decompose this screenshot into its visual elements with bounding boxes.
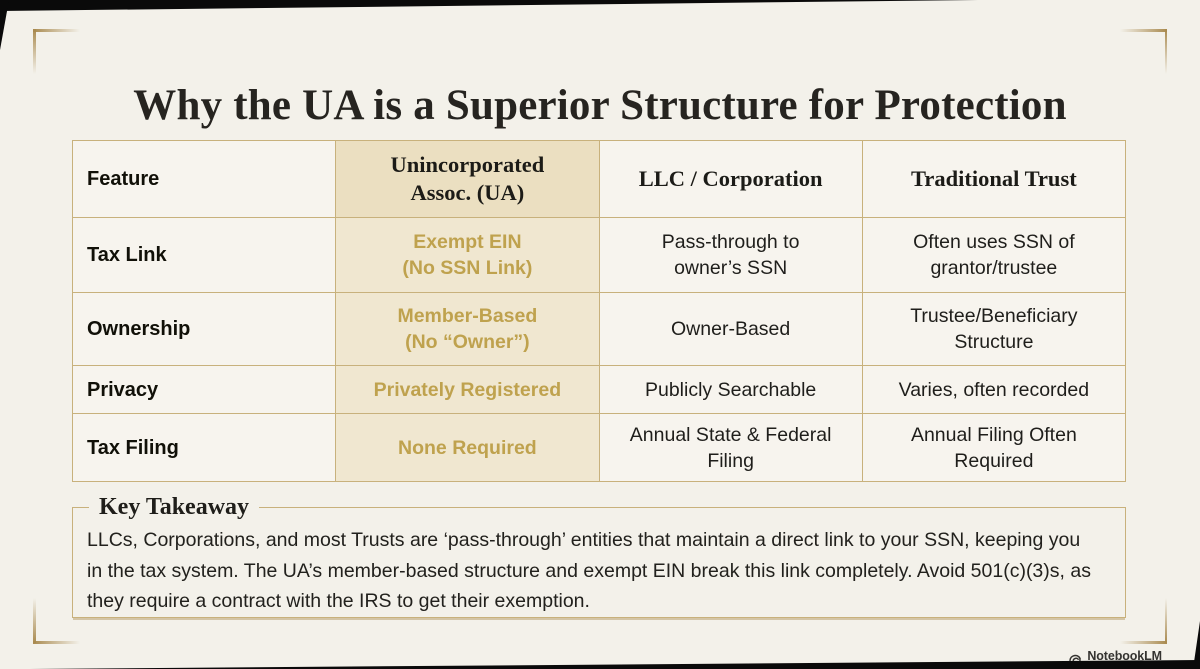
cell-llc-ownership: Owner-Based — [599, 293, 862, 366]
key-takeaway-text: LLCs, Corporations, and most Trusts are ‘pass-through’ entities that maintain a direct link to your SSN, keeping you in the tax system. The UA’s member-based structure and exempt EIN break this link completely. Avoid 501(c)(3)s, as they require a contract with the IRS to get their exemption. — [87, 529, 1091, 612]
key-takeaway-heading: Key Takeaway — [99, 494, 250, 520]
column-header-feature: Feature — [73, 141, 336, 218]
cell-ua-privacy: Privately Registered — [336, 366, 599, 414]
cell-trust-tax-link: Often uses SSN of grantor/trustee — [862, 218, 1125, 293]
comparison-table — [72, 140, 1126, 482]
table-header-row — [73, 141, 1126, 218]
notebooklm-wordmark: NotebookLM — [1087, 649, 1162, 663]
cell-llc-tax-link: Pass-through to owner’s SSN — [599, 218, 862, 293]
cell-ua-tax-filing: None Required — [336, 414, 599, 482]
notebooklm-watermark — [1068, 649, 1162, 663]
cell-ua-ownership: Member-Based (No “Owner”) — [336, 293, 599, 366]
page-title: Why the UA is a Superior Structure for Protection — [133, 81, 1067, 129]
row-label: Tax Filing — [73, 414, 336, 482]
cell-trust-ownership: Trustee/Beneficiary Structure — [862, 293, 1125, 366]
cell-trust-tax-filing: Annual Filing Often Required — [862, 414, 1125, 482]
letterbox-top — [0, 0, 1200, 11]
cell-llc-tax-filing: Annual State & Federal Filing — [599, 414, 862, 482]
column-header-trust: Traditional Trust — [862, 141, 1125, 218]
cell-ua-tax-link: Exempt EIN (No SSN Link) — [336, 218, 599, 293]
row-label: Privacy — [73, 366, 336, 414]
cell-trust-privacy: Varies, often recorded — [862, 366, 1125, 414]
row-label: Ownership — [73, 293, 336, 366]
cell-llc-privacy: Publicly Searchable — [599, 366, 862, 414]
column-header-ua: Unincorporated Assoc. (UA) — [336, 141, 599, 218]
key-takeaway-box — [72, 494, 1126, 618]
row-label: Tax Link — [73, 218, 336, 293]
letterbox-bottom — [0, 660, 1200, 669]
table-row-tax-link — [73, 218, 1126, 293]
column-header-llc: LLC / Corporation — [599, 141, 862, 218]
table-row-ownership — [73, 293, 1126, 366]
letterbox-bottom-right — [1193, 621, 1200, 669]
table-row-tax-filing — [73, 414, 1126, 482]
notebooklm-logo-icon — [1068, 649, 1082, 663]
table-row-privacy — [73, 366, 1126, 414]
